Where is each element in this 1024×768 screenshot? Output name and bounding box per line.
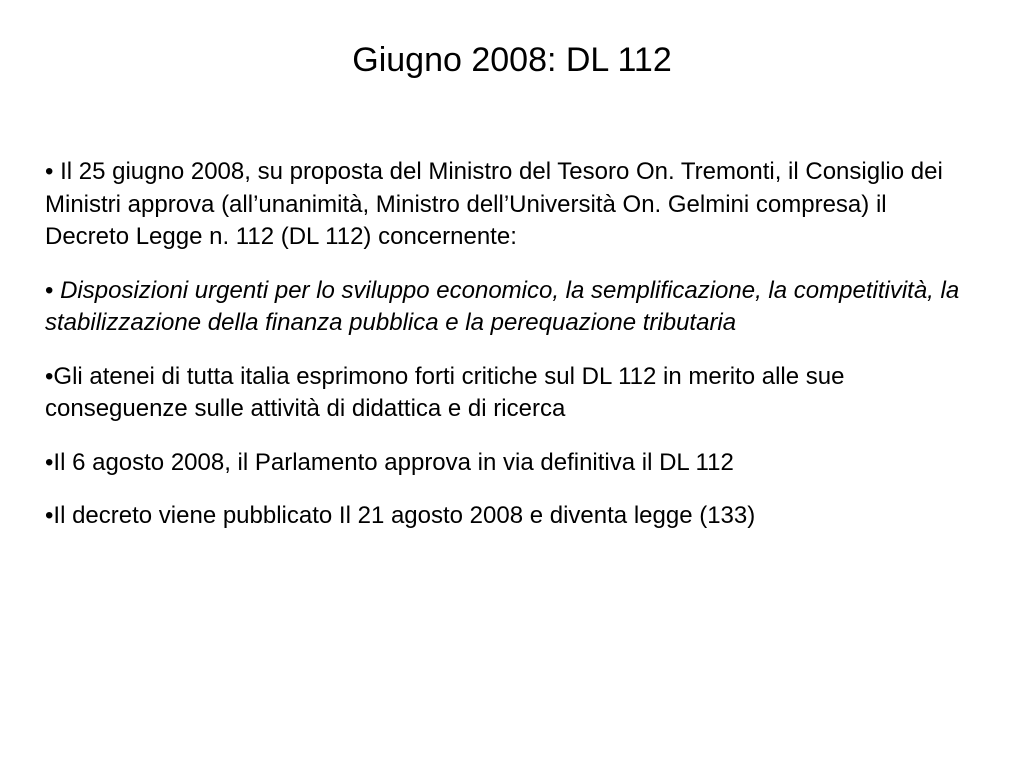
bullet-marker: • <box>45 362 54 390</box>
bullet-text: Disposizioni urgenti per lo sviluppo economico, la semplificazione, la competitività, la stabilizzazione della finanza pubblica e la perequazione tributaria <box>45 276 960 336</box>
bullet-text: Gli atenei di tutta italia esprimono forti critiche sul DL 112 in merito alle sue conseguenze sulle attività di didattica e di ricerca <box>45 362 845 422</box>
bullet-marker: • <box>45 502 54 529</box>
bullet-list <box>45 156 975 554</box>
bullet-marker: • <box>45 276 61 304</box>
bullet-item-publication <box>45 500 975 533</box>
bullet-item-decree-subject <box>45 275 975 340</box>
bullet-text: Il 25 giugno 2008, su proposta del Ministro del Tesoro On. Tremonti, il Consiglio dei Ministri approva (all’unanimità, Ministro dell’Università On. Gelmini compresa) il Decreto Legge n. 112 (DL 112) concernente: <box>45 158 943 250</box>
bullet-item-parliament-approval <box>45 447 975 480</box>
bullet-text: Il decreto viene pubblicato Il 21 agosto 2008 e diventa legge (133) <box>53 502 756 529</box>
bullet-item-university-criticism <box>45 361 975 426</box>
bullet-text: Il 6 agosto 2008, il Parlamento approva in via definitiva il DL 112 <box>53 448 734 476</box>
bullet-marker: • <box>45 158 61 185</box>
slide-title: Giugno 2008: DL 112 <box>352 41 672 79</box>
bullet-marker: • <box>45 448 54 476</box>
bullet-item-decree-approval <box>45 156 975 254</box>
